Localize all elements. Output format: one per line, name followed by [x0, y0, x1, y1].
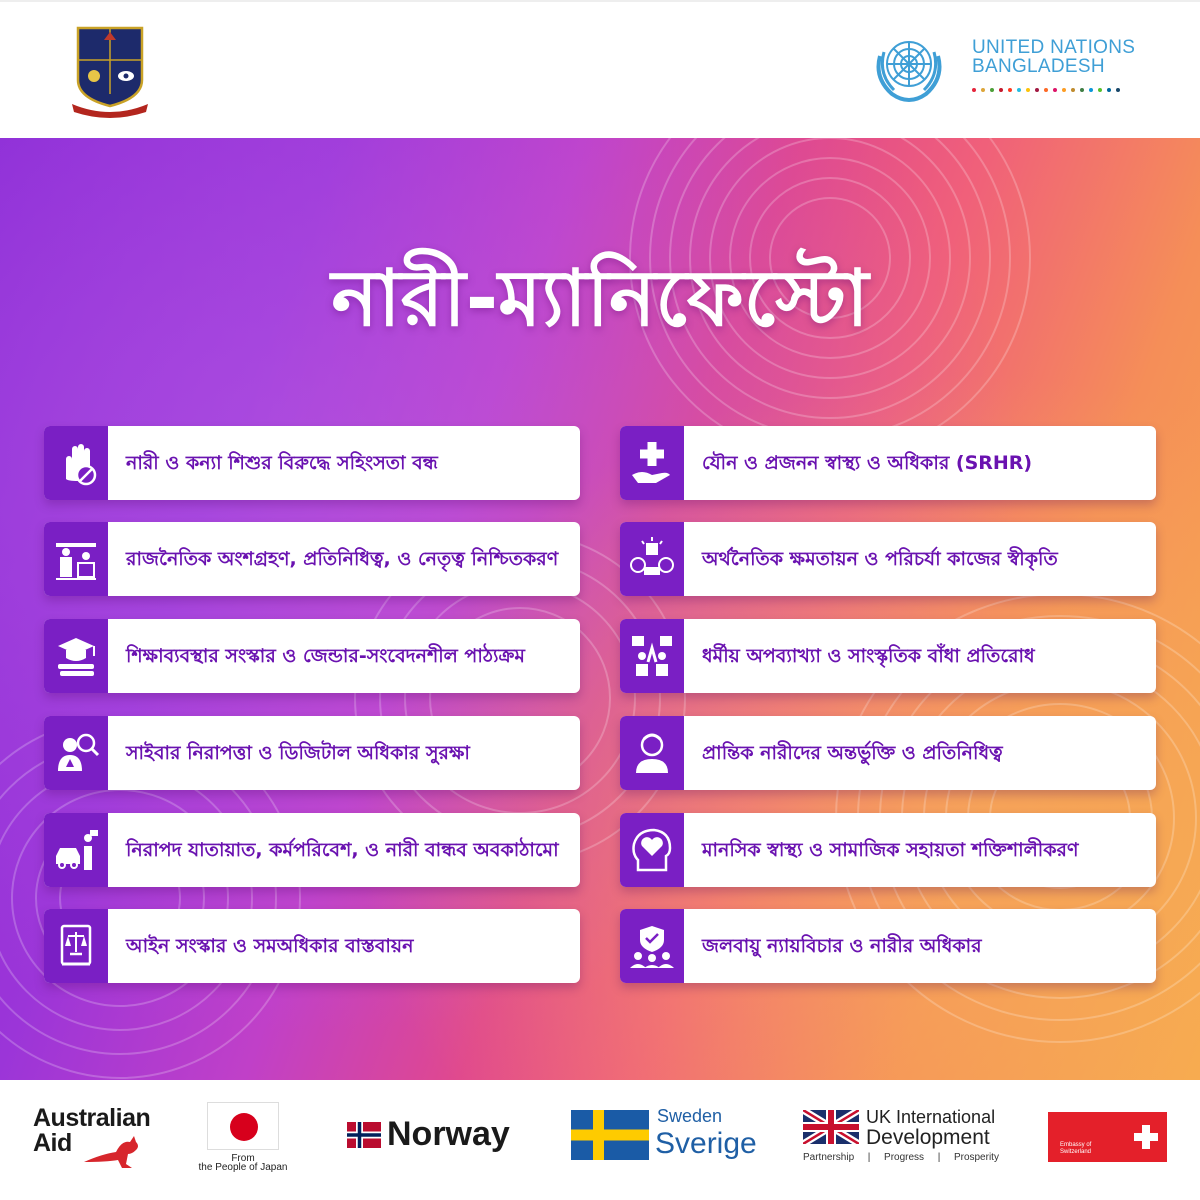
breaking-barriers-icon — [628, 632, 676, 680]
sdg-dot — [1107, 88, 1111, 92]
manifesto-item-label: যৌন ও প্রজনন স্বাস্থ্য ও অধিকার (SRHR) — [702, 452, 1033, 474]
sdg-dot — [1035, 88, 1039, 92]
manifesto-item-label: সাইবার নিরাপত্তা ও ডিজিটাল অধিকার সুরক্ষা — [126, 742, 470, 764]
manifesto-item-label: নারী ও কন্যা শিশুর বিরুদ্ধে সহিংসতা বন্ধ — [126, 452, 438, 474]
manifesto-item-label: প্রান্তিক নারীদের অন্তর্ভুক্তি ও প্রতিনিধিত্ব — [702, 742, 1003, 764]
norway-wordmark: Norway — [387, 1115, 510, 1153]
sdg-dot — [990, 88, 994, 92]
manifesto-item-violence — [44, 426, 580, 500]
manifesto-item-political — [44, 522, 580, 596]
manifesto-item-label: রাজনৈতিক অংশগ্রহণ, প্রতিনিধিত্ব, ও নেতৃত্ব নিশ্চিতকরণ — [126, 548, 559, 570]
safe-transport-icon — [52, 826, 100, 874]
sdg-dot — [999, 88, 1003, 92]
sdg-dot — [1026, 88, 1030, 92]
manifesto-item-law — [44, 909, 580, 983]
sweden-text: Sweden — [657, 1106, 723, 1126]
uk-tagline: Partnership | Progress | Prosperity — [803, 1152, 999, 1163]
manifesto-item-cyber — [44, 716, 580, 790]
uk-flag-icon — [803, 1110, 859, 1144]
sdg-color-dots — [972, 88, 1120, 92]
sdg-dot — [1044, 88, 1048, 92]
japan-flag-icon — [207, 1102, 279, 1150]
cyber-security-icon — [52, 729, 100, 777]
manifesto-item-religious — [620, 619, 1156, 693]
australian-aid-line1: Australian — [33, 1104, 151, 1132]
manifesto-item-label: অর্থনৈতিক ক্ষমতায়ন ও পরিচর্যা কাজের স্বীকৃতি — [702, 548, 1058, 570]
sdg-dot — [1053, 88, 1057, 92]
japan-people-text: the People of Japan — [198, 1162, 288, 1173]
health-care-icon — [628, 439, 676, 487]
uk-development-text: Development — [866, 1126, 990, 1149]
kangaroo-icon — [82, 1132, 144, 1170]
un-name-line1: UNITED NATIONS — [972, 37, 1136, 58]
manifesto-item-economic — [620, 522, 1156, 596]
header-bar — [0, 0, 1200, 138]
graduation-books-icon — [52, 632, 100, 680]
switzerland-embassy-logo — [1048, 1112, 1167, 1162]
election-podium-icon — [52, 535, 100, 583]
law-book-icon — [52, 922, 100, 970]
manifesto-item-label: আইন সংস্কার ও সমঅধিকার বাস্তবায়ন — [126, 935, 414, 957]
stop-hand-icon — [52, 439, 100, 487]
manifesto-item-label: নিরাপদ যাতায়াত, কর্মপরিবেশ, ও নারী বান্ধব অবকাঠামো — [126, 839, 559, 861]
japan-from-text: From — [231, 1153, 255, 1164]
manifesto-item-label: মানসিক স্বাস্থ্য ও সামাজিক সহায়তা শক্তিশালীকরণ — [702, 839, 1079, 861]
partner-logos-bar — [0, 1080, 1200, 1200]
manifesto-item-transport — [44, 813, 580, 887]
swiss-embassy-text: Embassy of Switzerland — [1060, 1142, 1092, 1155]
university-crest-logo — [70, 24, 150, 120]
manifesto-item-climate — [620, 909, 1156, 983]
sdg-dot — [1098, 88, 1102, 92]
economic-empowerment-icon — [628, 535, 676, 583]
sdg-dot — [1017, 88, 1021, 92]
marginalized-woman-icon — [628, 729, 676, 777]
uk-international-text: UK International — [866, 1107, 996, 1127]
un-bangladesh-logo — [868, 26, 1148, 110]
sdg-dot — [972, 88, 976, 92]
manifesto-item-label: জলবায়ু ন্যায়বিচার ও নারীর অধিকার — [702, 935, 982, 957]
sdg-dot — [1062, 88, 1066, 92]
manifesto-item-srhr — [620, 426, 1156, 500]
community-shield-icon — [628, 922, 676, 970]
un-emblem-icon — [868, 26, 950, 108]
sdg-dot — [1080, 88, 1084, 92]
manifesto-item-marginalized — [620, 716, 1156, 790]
sdg-dot — [1116, 88, 1120, 92]
mental-health-icon — [628, 826, 676, 874]
manifesto-item-label: শিক্ষাব্যবস্থার সংস্কার ও জেন্ডার-সংবেদনশীল পাঠ্যক্রম — [126, 645, 525, 667]
sdg-dot — [1071, 88, 1075, 92]
sdg-dot — [981, 88, 985, 92]
sdg-dot — [1008, 88, 1012, 92]
manifesto-item-label: ধর্মীয় অপব্যাখ্যা ও সাংস্কৃতিক বাঁধা প্রতিরোধ — [702, 645, 1035, 667]
manifesto-item-mental-health — [620, 813, 1156, 887]
manifesto-poster — [0, 138, 1200, 1080]
manifesto-item-education — [44, 619, 580, 693]
sdg-dot — [1089, 88, 1093, 92]
un-name-line2: BANGLADESH — [972, 56, 1105, 77]
sverige-text: Sverige — [655, 1127, 757, 1160]
australian-aid-line2: Aid — [33, 1129, 72, 1157]
norway-flag-icon — [347, 1122, 381, 1148]
sweden-flag-icon — [571, 1110, 649, 1160]
page-title: নারী-ম্যানিফেস্টো — [331, 254, 869, 344]
